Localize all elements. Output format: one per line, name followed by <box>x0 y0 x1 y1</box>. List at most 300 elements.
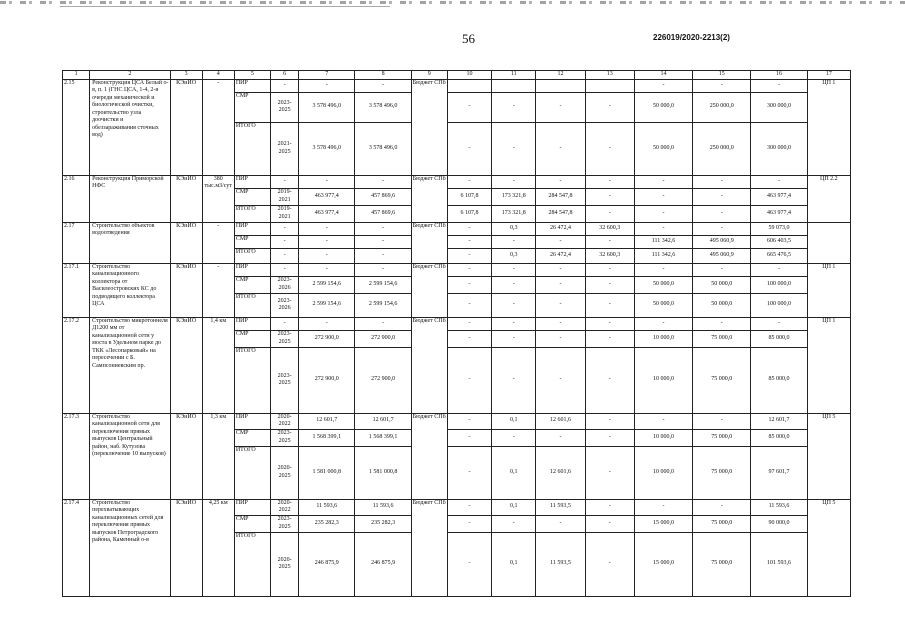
customer: КЭиИО <box>170 317 202 413</box>
total-cost: 463 977,4 <box>299 188 355 205</box>
item-number: 2.15 <box>63 79 90 175</box>
column-header: 15 <box>693 71 751 80</box>
remaining-cost: 11 593,6 <box>355 499 411 515</box>
remaining-cost: - <box>355 263 411 276</box>
year-value: - <box>447 293 491 317</box>
year-value: 75 000,0 <box>693 532 751 596</box>
year-value: - <box>447 446 491 499</box>
period: 2023-2025 <box>271 515 299 532</box>
total-cost: 463 977,4 <box>299 205 355 222</box>
work-type: ПИР <box>234 413 270 429</box>
work-type: ИТОГО <box>234 347 270 413</box>
customer: КЭиИО <box>170 175 202 222</box>
year-value: - <box>447 499 491 515</box>
year-value: 15 000,0 <box>634 532 692 596</box>
period: - <box>271 317 299 330</box>
remaining-cost: 272 900,0 <box>355 330 411 347</box>
capacity: 1,4 км <box>202 317 234 413</box>
year-value: 0,1 <box>492 499 536 515</box>
year-value: 50 000,0 <box>634 92 692 122</box>
year-value: - <box>536 175 585 188</box>
year-value: 11 593,5 <box>536 532 585 596</box>
year-value: - <box>585 205 634 222</box>
period: 2019-2021 <box>271 188 299 205</box>
funding-source: Бюджет СПб <box>411 413 447 499</box>
year-value: 11 593,6 <box>751 499 807 515</box>
year-value: - <box>585 330 634 347</box>
year-value: 0,1 <box>492 532 536 596</box>
remaining-cost: 1 568 399,1 <box>355 429 411 446</box>
work-type: ПИР <box>234 222 270 235</box>
remaining-cost: 2 599 154,6 <box>355 293 411 317</box>
year-value: - <box>585 532 634 596</box>
year-value: - <box>447 429 491 446</box>
year-value: - <box>751 263 807 276</box>
year-value: - <box>492 317 536 330</box>
total-cost: 272 900,0 <box>299 330 355 347</box>
table-row <box>63 413 851 429</box>
year-value: - <box>447 330 491 347</box>
period: 2020-2022 <box>271 413 299 429</box>
year-value: - <box>585 347 634 413</box>
column-header: 14 <box>634 71 692 80</box>
year-value: - <box>492 92 536 122</box>
year-value: 606 403,5 <box>751 235 807 248</box>
year-value: 10 000,0 <box>634 446 692 499</box>
item-name: Строительство канализационной сети для переключения прямых выпусков Центральный район, наб. Кутузова (переключение 10 выпусков) <box>90 413 170 499</box>
scan-artifact-line <box>60 6 390 7</box>
total-cost: 1 581 000,8 <box>299 446 355 499</box>
period: 2023-2025 <box>271 92 299 122</box>
year-value: - <box>634 499 692 515</box>
year-value: 10 000,0 <box>634 330 692 347</box>
work-type: ИТОГО <box>234 205 270 222</box>
remaining-cost: 235 282,3 <box>355 515 411 532</box>
year-value: 75 000,0 <box>693 330 751 347</box>
year-value: 173 321,8 <box>492 205 536 222</box>
year-value: - <box>634 188 692 205</box>
year-value: - <box>447 248 491 263</box>
year-value: - <box>634 263 692 276</box>
year-value: - <box>447 263 491 276</box>
year-value: - <box>492 347 536 413</box>
total-cost: 3 578 496,0 <box>299 122 355 175</box>
remaining-cost: - <box>355 248 411 263</box>
customer: КЭиИО <box>170 413 202 499</box>
year-value: - <box>634 205 692 222</box>
work-type: СМР <box>234 276 270 293</box>
year-value: - <box>536 92 585 122</box>
total-cost: - <box>299 175 355 188</box>
year-value: - <box>536 429 585 446</box>
year-value: 463 977,4 <box>751 205 807 222</box>
year-value: - <box>447 276 491 293</box>
year-value: 300 000,0 <box>751 92 807 122</box>
period: 2019-2021 <box>271 205 299 222</box>
remaining-cost: 3 578 496,0 <box>355 122 411 175</box>
remaining-cost: - <box>355 235 411 248</box>
work-type: СМР <box>234 330 270 347</box>
year-value: 75 000,0 <box>693 515 751 532</box>
total-cost: - <box>299 235 355 248</box>
year-value: 100 000,0 <box>751 293 807 317</box>
remaining-cost: - <box>355 79 411 92</box>
year-value: 495 060,9 <box>693 248 751 263</box>
year-value <box>492 79 536 92</box>
work-type: СМР <box>234 515 270 532</box>
year-value: 463 977,4 <box>751 188 807 205</box>
remaining-cost: - <box>355 317 411 330</box>
year-value: - <box>693 413 751 429</box>
table-row <box>63 79 851 92</box>
total-cost: 11 593,6 <box>299 499 355 515</box>
year-value: 50 000,0 <box>634 122 692 175</box>
year-value: 90 000,0 <box>751 515 807 532</box>
capacity: 4,25 км <box>202 499 234 596</box>
total-cost: 2 599 154,6 <box>299 293 355 317</box>
year-value: - <box>492 293 536 317</box>
year-value: 111 342,6 <box>634 235 692 248</box>
year-value: - <box>585 122 634 175</box>
year-value: 250 000,0 <box>693 92 751 122</box>
year-value: 284 547,8 <box>536 205 585 222</box>
work-type: ИТОГО <box>234 248 270 263</box>
column-header: 3 <box>170 71 202 80</box>
year-value: 85 000,0 <box>751 429 807 446</box>
funding-source: Бюджет СПб <box>411 263 447 317</box>
work-type: ПИР <box>234 79 270 92</box>
year-value: - <box>536 293 585 317</box>
year-value: 6 107,8 <box>447 205 491 222</box>
work-type: СМР <box>234 188 270 205</box>
table-row <box>63 175 851 188</box>
year-value: - <box>693 175 751 188</box>
table-row <box>63 317 851 330</box>
program-code: ЦП 1 <box>807 317 850 413</box>
year-value: 85 000,0 <box>751 347 807 413</box>
column-header: 16 <box>751 71 807 80</box>
year-value: 75 000,0 <box>693 429 751 446</box>
year-value <box>585 79 634 92</box>
year-value: - <box>585 413 634 429</box>
year-value: - <box>585 263 634 276</box>
capacity: - <box>202 79 234 175</box>
work-type: ИТОГО <box>234 446 270 499</box>
column-header: 8 <box>355 71 411 80</box>
period: 2023-2025 <box>271 347 299 413</box>
item-number: 2.17.1 <box>63 263 90 317</box>
work-type: ПИР <box>234 499 270 515</box>
period: - <box>271 222 299 235</box>
year-value: 12 601,6 <box>536 446 585 499</box>
year-value: 75 000,0 <box>693 446 751 499</box>
period: - <box>271 235 299 248</box>
year-value: - <box>693 317 751 330</box>
work-type: ИТОГО <box>234 122 270 175</box>
total-cost: 1 568 399,1 <box>299 429 355 446</box>
column-header: 6 <box>271 71 299 80</box>
period: 2020-2022 <box>271 499 299 515</box>
program-code <box>807 222 850 263</box>
year-value: - <box>536 235 585 248</box>
year-value: 50 000,0 <box>693 276 751 293</box>
total-cost: - <box>299 317 355 330</box>
year-value <box>536 79 585 92</box>
program-code: ЦП 1 <box>807 79 850 175</box>
period: 2021-2025 <box>271 122 299 175</box>
column-header: 2 <box>90 71 170 80</box>
year-value: - <box>693 205 751 222</box>
year-value: - <box>447 515 491 532</box>
capacity: 1,3 км <box>202 413 234 499</box>
period: - <box>271 175 299 188</box>
year-value: - <box>585 92 634 122</box>
year-value: 0,1 <box>492 413 536 429</box>
total-cost: - <box>299 222 355 235</box>
funding-source: Бюджет СПб <box>411 79 447 175</box>
column-header: 7 <box>299 71 355 80</box>
item-number: 2.16 <box>63 175 90 222</box>
year-value: - <box>492 175 536 188</box>
remaining-cost: 272 900,0 <box>355 347 411 413</box>
year-value: - <box>492 263 536 276</box>
year-value: 10 000,0 <box>634 429 692 446</box>
year-value: - <box>585 293 634 317</box>
year-value: 300 000,0 <box>751 122 807 175</box>
year-value: - <box>693 222 751 235</box>
investment-program-table <box>62 70 851 597</box>
item-name: Строительство микротоннеля Д1200 мм от канализационной сети у моста в Удельном парке до ТКК «Лесопарковый» на пересечении с Б. Сампсониевским пр. <box>90 317 170 413</box>
total-cost: 246 875,9 <box>299 532 355 596</box>
year-value: 173 321,8 <box>492 188 536 205</box>
period: 2023-2025 <box>271 429 299 446</box>
year-value: - <box>536 330 585 347</box>
program-code: ЦП 2.2 <box>807 175 850 222</box>
remaining-cost: 1 581 000,8 <box>355 446 411 499</box>
year-value: 101 593,6 <box>751 532 807 596</box>
year-value: 495 060,9 <box>693 235 751 248</box>
customer: КЭиИО <box>170 222 202 263</box>
funding-source: Бюджет СПб <box>411 499 447 596</box>
year-value: - <box>536 122 585 175</box>
year-value: - <box>634 222 692 235</box>
funding-source: Бюджет СПб <box>411 222 447 263</box>
page-number: 56 <box>462 31 475 46</box>
column-header: 17 <box>807 71 850 80</box>
item-name: Строительство перехватывающих канализационных сетей для переключения прямых выпусков Петроградского района, Каменный о-в <box>90 499 170 596</box>
year-value: 26 472,4 <box>536 222 585 235</box>
year-value: - <box>536 515 585 532</box>
item-name: Реконструкция Приморской НФС <box>90 175 170 222</box>
year-value: 26 472,4 <box>536 248 585 263</box>
year-value: - <box>751 175 807 188</box>
column-number-row <box>63 71 851 80</box>
year-value: - <box>536 276 585 293</box>
year-value: - <box>585 499 634 515</box>
total-cost: 272 900,0 <box>299 347 355 413</box>
year-value: - <box>536 317 585 330</box>
year-value: - <box>634 79 692 92</box>
column-header: 4 <box>202 71 234 80</box>
item-name: Строительство объектов водоотведения <box>90 222 170 263</box>
year-value: - <box>751 317 807 330</box>
year-value: 6 107,8 <box>447 188 491 205</box>
year-value: - <box>492 330 536 347</box>
year-value: 0,3 <box>492 248 536 263</box>
year-value: - <box>693 499 751 515</box>
work-type: ИТОГО <box>234 293 270 317</box>
year-value: 284 547,8 <box>536 188 585 205</box>
total-cost: 3 578 496,0 <box>299 92 355 122</box>
table-row <box>63 222 851 235</box>
item-name: Реконструкция ЦСА Белый о-в, п. 1 (ГНС ЦСА, 1-4, 2-я очереди механической и биологической очистки, строительство узла доочистки и обеззараживания сточных вод) <box>90 79 170 175</box>
column-header: 11 <box>492 71 536 80</box>
year-value: - <box>492 122 536 175</box>
year-value: 50 000,0 <box>634 293 692 317</box>
work-type: ИТОГО <box>234 532 270 596</box>
program-code: ЦП 5 <box>807 499 850 596</box>
year-value: - <box>634 175 692 188</box>
year-value: 0,1 <box>492 446 536 499</box>
year-value: 32 600,3 <box>585 222 634 235</box>
year-value: 75 000,0 <box>693 347 751 413</box>
year-value: - <box>447 92 491 122</box>
period: 2023-2026 <box>271 293 299 317</box>
remaining-cost: 12 601,7 <box>355 413 411 429</box>
capacity: - <box>202 222 234 263</box>
year-value: 0,3 <box>492 222 536 235</box>
year-value: - <box>585 188 634 205</box>
year-value: - <box>492 429 536 446</box>
year-value: 665 476,5 <box>751 248 807 263</box>
total-cost: - <box>299 248 355 263</box>
year-value: - <box>447 235 491 248</box>
year-value: - <box>693 79 751 92</box>
program-code: ЦП 5 <box>807 413 850 499</box>
total-cost: 12 601,7 <box>299 413 355 429</box>
year-value: 32 600,3 <box>585 248 634 263</box>
year-value: 59 073,0 <box>751 222 807 235</box>
work-type: СМР <box>234 92 270 122</box>
period: 2020-2025 <box>271 446 299 499</box>
program-code: ЦП 1 <box>807 263 850 317</box>
item-number: 2.17.2 <box>63 317 90 413</box>
year-value: - <box>447 175 491 188</box>
year-value: 12 601,6 <box>536 413 585 429</box>
customer: КЭиИО <box>170 263 202 317</box>
year-value: 10 000,0 <box>634 347 692 413</box>
work-type: ПИР <box>234 317 270 330</box>
funding-source: Бюджет СПб <box>411 175 447 222</box>
period: - <box>271 248 299 263</box>
year-value: - <box>585 515 634 532</box>
column-header: 9 <box>411 71 447 80</box>
capacity: 380 тыс.м3/сут <box>202 175 234 222</box>
year-value: - <box>585 317 634 330</box>
year-value: - <box>447 532 491 596</box>
table-row <box>63 263 851 276</box>
year-value: 100 000,0 <box>751 276 807 293</box>
year-value: - <box>693 188 751 205</box>
item-name: Строительство канализационного коллектора от Василеостровских КС до подводящего коллектора ЦСА <box>90 263 170 317</box>
work-type: СМР <box>234 235 270 248</box>
period: 2020-2025 <box>271 532 299 596</box>
year-value: - <box>492 235 536 248</box>
year-value: 50 000,0 <box>634 276 692 293</box>
year-value: - <box>447 122 491 175</box>
column-header: 1 <box>63 71 90 80</box>
remaining-cost: - <box>355 222 411 235</box>
period: 2023-2025 <box>271 330 299 347</box>
year-value: 15 000,0 <box>634 515 692 532</box>
column-header: 5 <box>234 71 270 80</box>
remaining-cost: 2 599 154,6 <box>355 276 411 293</box>
year-value <box>447 79 491 92</box>
total-cost: 2 599 154,6 <box>299 276 355 293</box>
remaining-cost: 457 869,6 <box>355 205 411 222</box>
customer: КЭиИО <box>170 499 202 596</box>
year-value: 250 000,0 <box>693 122 751 175</box>
year-value: - <box>585 446 634 499</box>
customer: КЭиИО <box>170 79 202 175</box>
year-value: 85 000,0 <box>751 330 807 347</box>
work-type: ПИР <box>234 263 270 276</box>
year-value: - <box>447 317 491 330</box>
period: - <box>271 79 299 92</box>
remaining-cost: - <box>355 175 411 188</box>
year-value: - <box>447 413 491 429</box>
year-value: - <box>693 263 751 276</box>
year-value: - <box>447 222 491 235</box>
year-value: - <box>447 347 491 413</box>
remaining-cost: 246 875,9 <box>355 532 411 596</box>
year-value: - <box>585 175 634 188</box>
year-value: - <box>536 263 585 276</box>
item-number: 2.17.4 <box>63 499 90 596</box>
year-value: 12 601,7 <box>751 413 807 429</box>
scan-artifact <box>0 1 905 4</box>
column-header: 10 <box>447 71 491 80</box>
funding-source: Бюджет СПб <box>411 317 447 413</box>
year-value: 50 000,0 <box>693 293 751 317</box>
column-header: 13 <box>585 71 634 80</box>
period: 2023-2026 <box>271 276 299 293</box>
year-value: - <box>492 515 536 532</box>
item-number: 2.17.3 <box>63 413 90 499</box>
capacity: - <box>202 263 234 317</box>
work-type: СМР <box>234 429 270 446</box>
remaining-cost: 3 578 496,0 <box>355 92 411 122</box>
total-cost: 235 282,3 <box>299 515 355 532</box>
document-code: 226019/2020-2213(2) <box>653 33 730 42</box>
remaining-cost: 457 869,6 <box>355 188 411 205</box>
table-row <box>63 499 851 515</box>
year-value: - <box>585 429 634 446</box>
work-type: ПИР <box>234 175 270 188</box>
year-value: - <box>492 276 536 293</box>
total-cost: - <box>299 79 355 92</box>
year-value: - <box>751 79 807 92</box>
period: - <box>271 263 299 276</box>
year-value: - <box>585 276 634 293</box>
year-value: - <box>536 347 585 413</box>
total-cost: - <box>299 263 355 276</box>
column-header: 12 <box>536 71 585 80</box>
year-value: - <box>634 317 692 330</box>
year-value: - <box>634 413 692 429</box>
item-number: 2.17 <box>63 222 90 263</box>
year-value: 111 342,6 <box>634 248 692 263</box>
